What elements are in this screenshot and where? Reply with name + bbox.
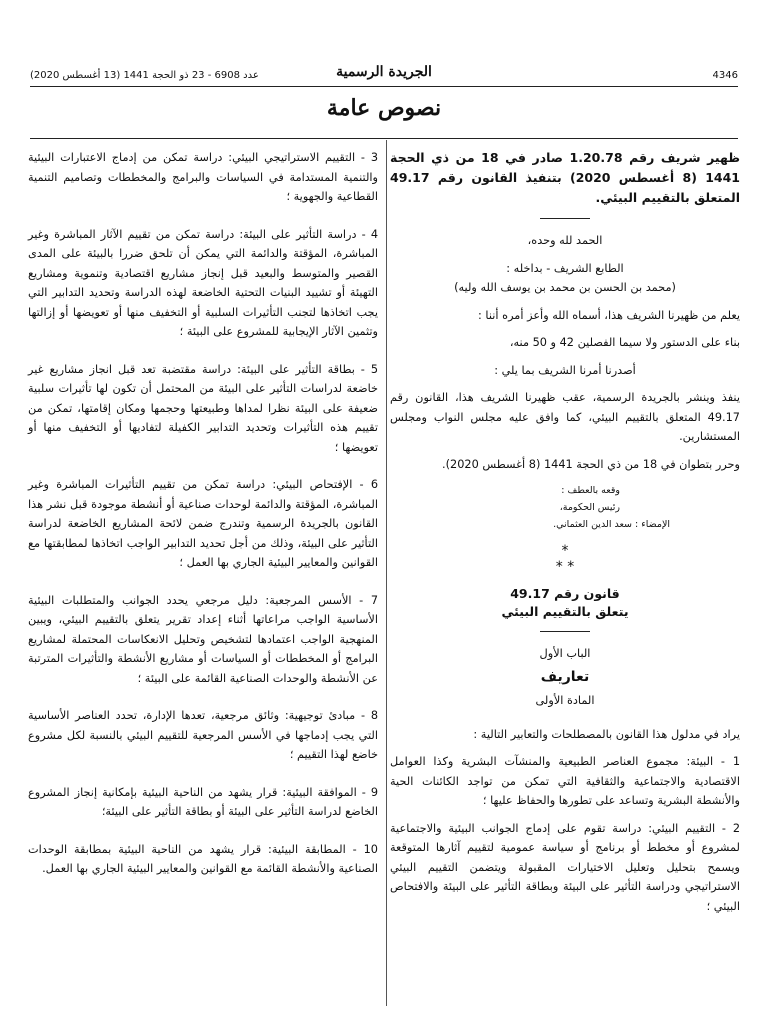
signature-line: الإمضاء : سعد الدين العثماني.: [553, 519, 670, 530]
countersign-line: وقعه بالعطف :: [561, 485, 620, 496]
law-subject: يتعلق بالتقييم البيئي: [501, 604, 629, 619]
separator: [540, 218, 590, 219]
law-number: قانون رقم 49.17: [510, 586, 620, 601]
chapter-title: تعاريف: [540, 668, 590, 685]
order-line: أصدرنا أمرنا الشريف بما يلي :: [494, 363, 636, 377]
journal-name: الجريدة الرسمية: [336, 64, 432, 80]
section-title: نصوص عامة: [326, 95, 442, 121]
left-column: [28, 148, 378, 897]
article-intro: يراد في مدلول هذا القانون بالمصطلحات والتعابير التالية :: [473, 727, 740, 741]
definition-6: 6 - الإفتحاص البيئي: دراسة تمكن من تقييم التأثيرات المباشرة وغير المباشرة، المؤقتة والدائمة لوحدات صناعية أو أنشطة موجودة قبل نشر هذا القانون بالجريدة الرسمية وتندرج ضمن لائحة المشاريع الخاضعة لدراسة التأثير على البيئة، وذلك من أجل تحديد التدابير الواجب اتخاذها لمطابقتها مع القوانين والمعايير البيئية الجاري بها العمل ؛: [28, 478, 378, 569]
stars-divider: [390, 543, 740, 575]
definition-5: 5 - بطاقة التأثير على البيئة: دراسة مقتضبة تعد قبل انجاز مشاريع غير خاضعة لدراسات التأثير على البيئة من المحتمل أن تكون لها تأثيرات سلبية ضعيفة على البيئة نظرا لمداها وطبيعتها وحجمها ومكان إقامتها، تمكن من تقييم هذه التأثيرات وتحديد التدابير الكفيلة لتفاديها أو التخفيف منها أو تعويضها ؛: [28, 362, 378, 454]
seal-line: الطابع الشريف - بداخله :: [506, 261, 624, 275]
definition-1: 1 - البيئة: مجموع العناصر الطبيعية والمنشآت البشرية وكذا العوامل الاقتصادية والاجتماعية والثقافية التي تمكن من تواجد الكائنات الحية والأنشطة البشرية وتساعد على تطورها والحفاظ عليها ؛: [390, 755, 740, 807]
notice-line: يعلم من ظهيرنا الشريف هذا، أسماه الله وأعز أمره أننا :: [478, 308, 740, 322]
definition-9: 9 - الموافقة البيئية: قرار يشهد من الناحية البيئية بإمكانية إنجاز المشروع الخاضع لدراسة التأثير على البيئة أو بطاقة التأثير على البيئة؛: [28, 785, 378, 818]
issue-info: عدد 6908 - 23 ذو الحجة 1441 (13 أغسطس 2020): [30, 70, 259, 81]
date-line: وحرر بتطوان في 18 من ذي الحجة 1441 (8 أغسطس 2020).: [442, 457, 740, 471]
page-header: [30, 64, 738, 87]
star-top: *: [561, 543, 569, 559]
definition-2: 2 - التقييم البيئي: دراسة تقوم على إدماج الجوانب البيئية والاجتماعية لمشروع أو مخطط أو برنامج أو سياسة عمومية لتقييم آثارها المتوقعة ويسمح بتحليل وتعليل الاختيارات المقبولة ويتضمن التقييم البيئي الاستراتيجي ودراسة التأثير على البيئة وبطاقة التأثير على البيئة والافتحاص البيئي ؛: [390, 821, 740, 913]
pm-title: رئيس الحكومة،: [559, 502, 620, 513]
body-paragraph: ينفذ وينشر بالجريدة الرسمية، عقب ظهيرنا الشريف هذا، القانون رقم 49.17 المتعلق بالتقييم البيئي، كما وافق عليه مجلس النواب ومجلس المستشارين.: [390, 391, 740, 443]
definition-8: 8 - مبادئ توجيهية: وثائق مرجعية، تعدها الإدارة، تحدد العناصر الأساسية التي يجب إدماجها في الأسس المرجعية للتقييم البيئي بالنسبة لكل مشروع خاضع لهذا التقييم ؛: [28, 709, 378, 761]
column-divider: [386, 140, 387, 1006]
definition-4: 4 - دراسة التأثير على البيئة: دراسة تمكن من تقييم الآثار المباشرة وغير المباشرة، المؤقتة والدائمة التي يمكن أن تلحق ضررا بالبيئة على المدى القصير والمتوسط والبعيد قبل إنجاز مشاريع اقتصادية وتنموية ومشاريع التهيئة أو تشييد البنيات التحتية الخاضعة لهذه الدراسة وتحديد التدابير التي يجب اتخاذها لتجنب التأثيرات السلبية أو التخفيف منها أو تعويضها أو إزالتها وتثمين الآثار الإيجابية للمشروع على البيئة ؛: [28, 227, 378, 338]
definition-3: 3 - التقييم الاستراتيجي البيئي: دراسة تمكن من إدماج الاعتبارات البيئية والتنمية المستدامة في السياسات والبرامج والمخططات وتصاميم التنمية القطاعية والجهوية ؛: [28, 151, 378, 203]
article-label: المادة الأولى: [535, 694, 595, 707]
chapter-label: الباب الأول: [539, 647, 591, 660]
definition-10: 10 - المطابقة البيئية: قرار يشهد من الناحية البيئية بمطابقة الوحدات الصناعية والأنشطة القائمة مع القوانين والمعايير البيئية الجاري بها العمل.: [28, 842, 378, 875]
right-column: [390, 148, 740, 924]
top-rule: [30, 138, 738, 139]
star-bottom: * *: [555, 559, 575, 575]
definition-7: 7 - الأسس المرجعية: دليل مرجعي يحدد الجوانب والمتطلبات البيئية الأساسية الواجب مراعاتها أثناء إعداد تقرير يتعلق بالتقييم البيئي، ويبين المنهجية الواجب اعتمادها لتشخيص وتحليل الانعكاسات المحتملة لمشاريع البرامج أو المخططات أو السياسات أو مشاريع الأنشطة والتأثيرات المترتبة عن الأنشطة والوحدات الصناعية القائمة على البيئة ؛: [28, 593, 378, 685]
dahir-title: ظهير شريف رقم 1.20.78 صادر في 18 من ذي الحجة 1441 (8 أغسطس 2020) بتنفيذ القانون رقم 49.17 المتعلق بالتقييم البيئي.: [390, 150, 741, 205]
praise-line: الحمد لله وحده،: [527, 234, 603, 247]
seal-name: (محمد بن الحسن بن محمد بن يوسف الله وليه): [454, 281, 676, 294]
page-number: 4346: [712, 70, 738, 81]
basis-line: بناء على الدستور ولا سيما الفصلين 42 و 50 منه،: [509, 336, 740, 349]
separator: [540, 631, 590, 632]
